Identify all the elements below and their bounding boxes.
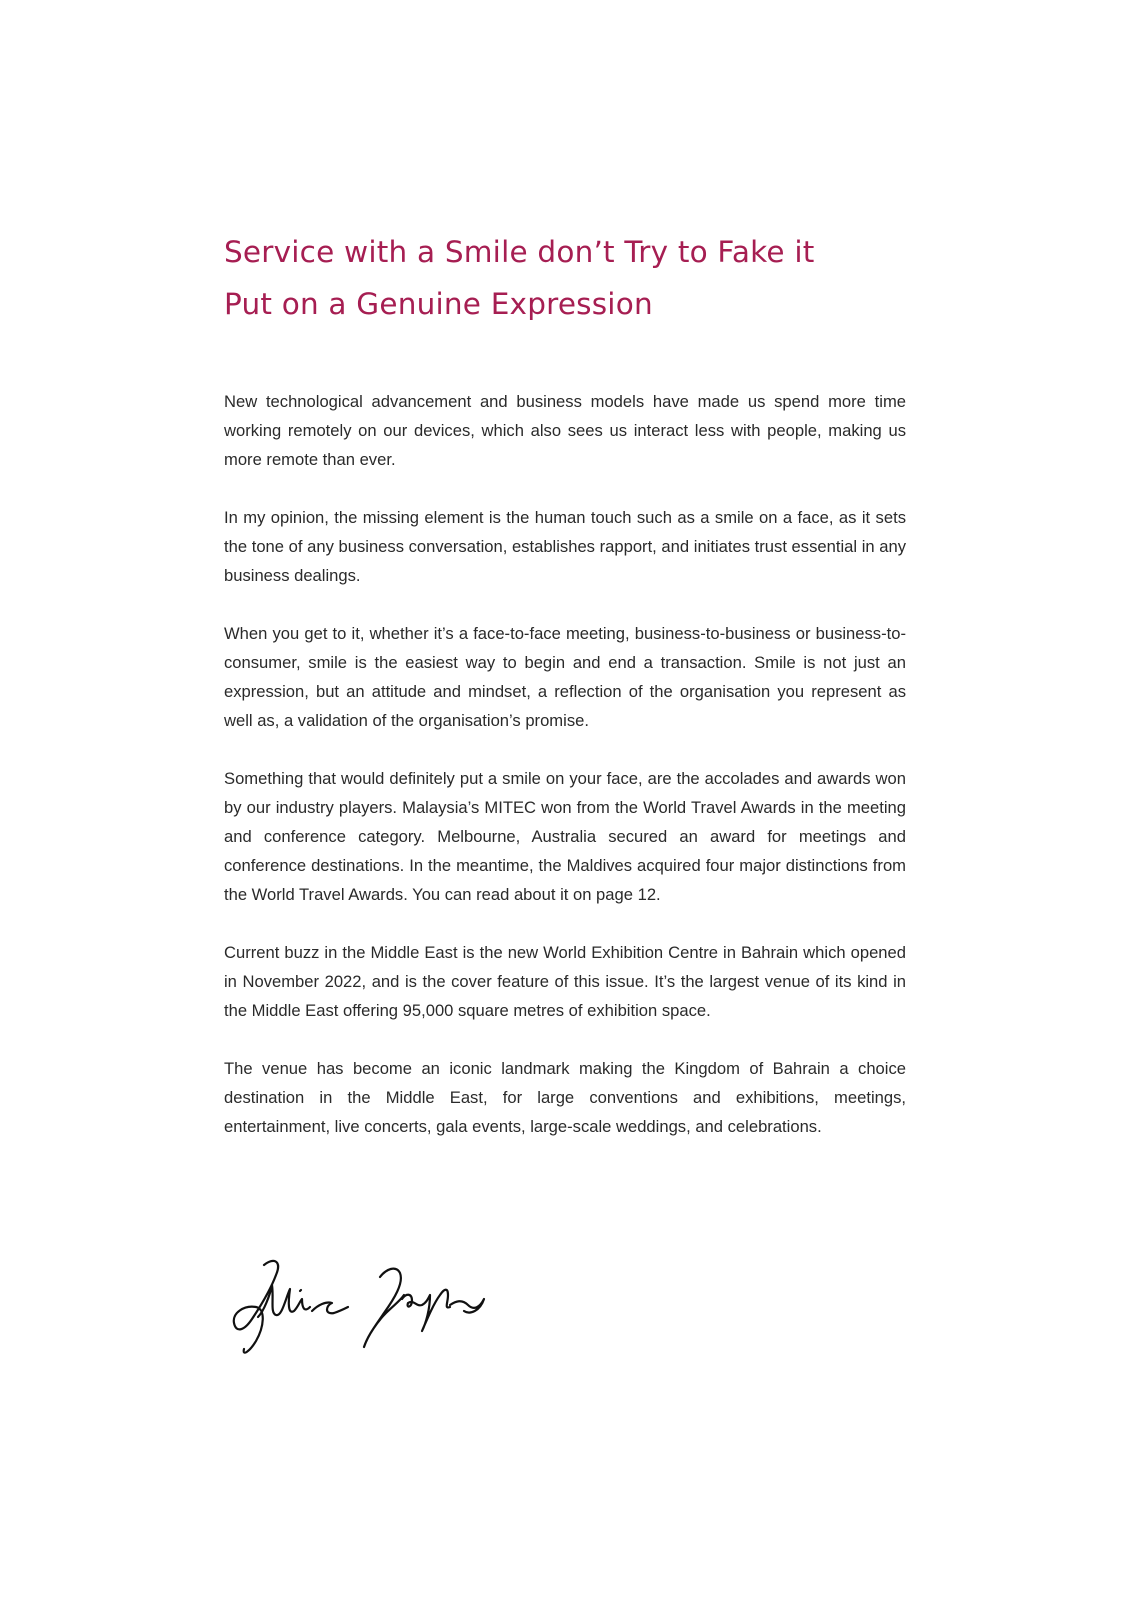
signature-drawing [230,1255,490,1365]
paragraph-2: In my opinion, the missing element is the human touch such as a smile on a face, as it sets the tone of any business conversation, establishes rapport, and initiates trust essential in any business dealings. [224,508,906,585]
paragraph-6: The venue has become an iconic landmark making the Kingdom of Bahrain a choice destination in the Middle East, for large conventions and exhibitions, meetings, entertainment, live concerts, gala events, large-scale weddings, and celebrations. [224,1059,906,1136]
editorial-article [224,226,906,1170]
article-body [224,387,906,1141]
headline-line-2: Put on a Genuine Expression [224,287,653,321]
signature-icon [230,1255,490,1365]
headline-line-1: Service with a Smile don’t Try to Fake it [224,235,815,269]
headline [224,226,906,330]
paragraph-1: New technological advancement and business models have made us spend more time working remotely on our devices, which also sees us interact less with people, making us more remote than ever. [224,392,906,469]
paragraph-4: Something that would definitely put a smile on your face, are the accolades and awards won by our industry players. Malaysia’s MITEC won from the World Travel Awards in the meeting and conference category. Melbourne, Australia secured an award for meetings and conference destinations. In the meantime, the Maldives acquired four major distinctions from the World Travel Awards. You can read about it on page 12. [224,769,906,904]
paragraph-5: Current buzz in the Middle East is the new World Exhibition Centre in Bahrain which opened in November 2022, and is the cover feature of this issue. It’s the largest venue of its kind in the Middle East offering 95,000 square metres of exhibition space. [224,943,906,1020]
paragraph-3: When you get to it, whether it’s a face-to-face meeting, business-to-business or business-to-consumer, smile is the easiest way to begin and end a transaction. Smile is not just an expression, but an attitude and mindset, a reflection of the organisation you represent as well as, a validation of the organisation’s promise. [224,624,906,730]
